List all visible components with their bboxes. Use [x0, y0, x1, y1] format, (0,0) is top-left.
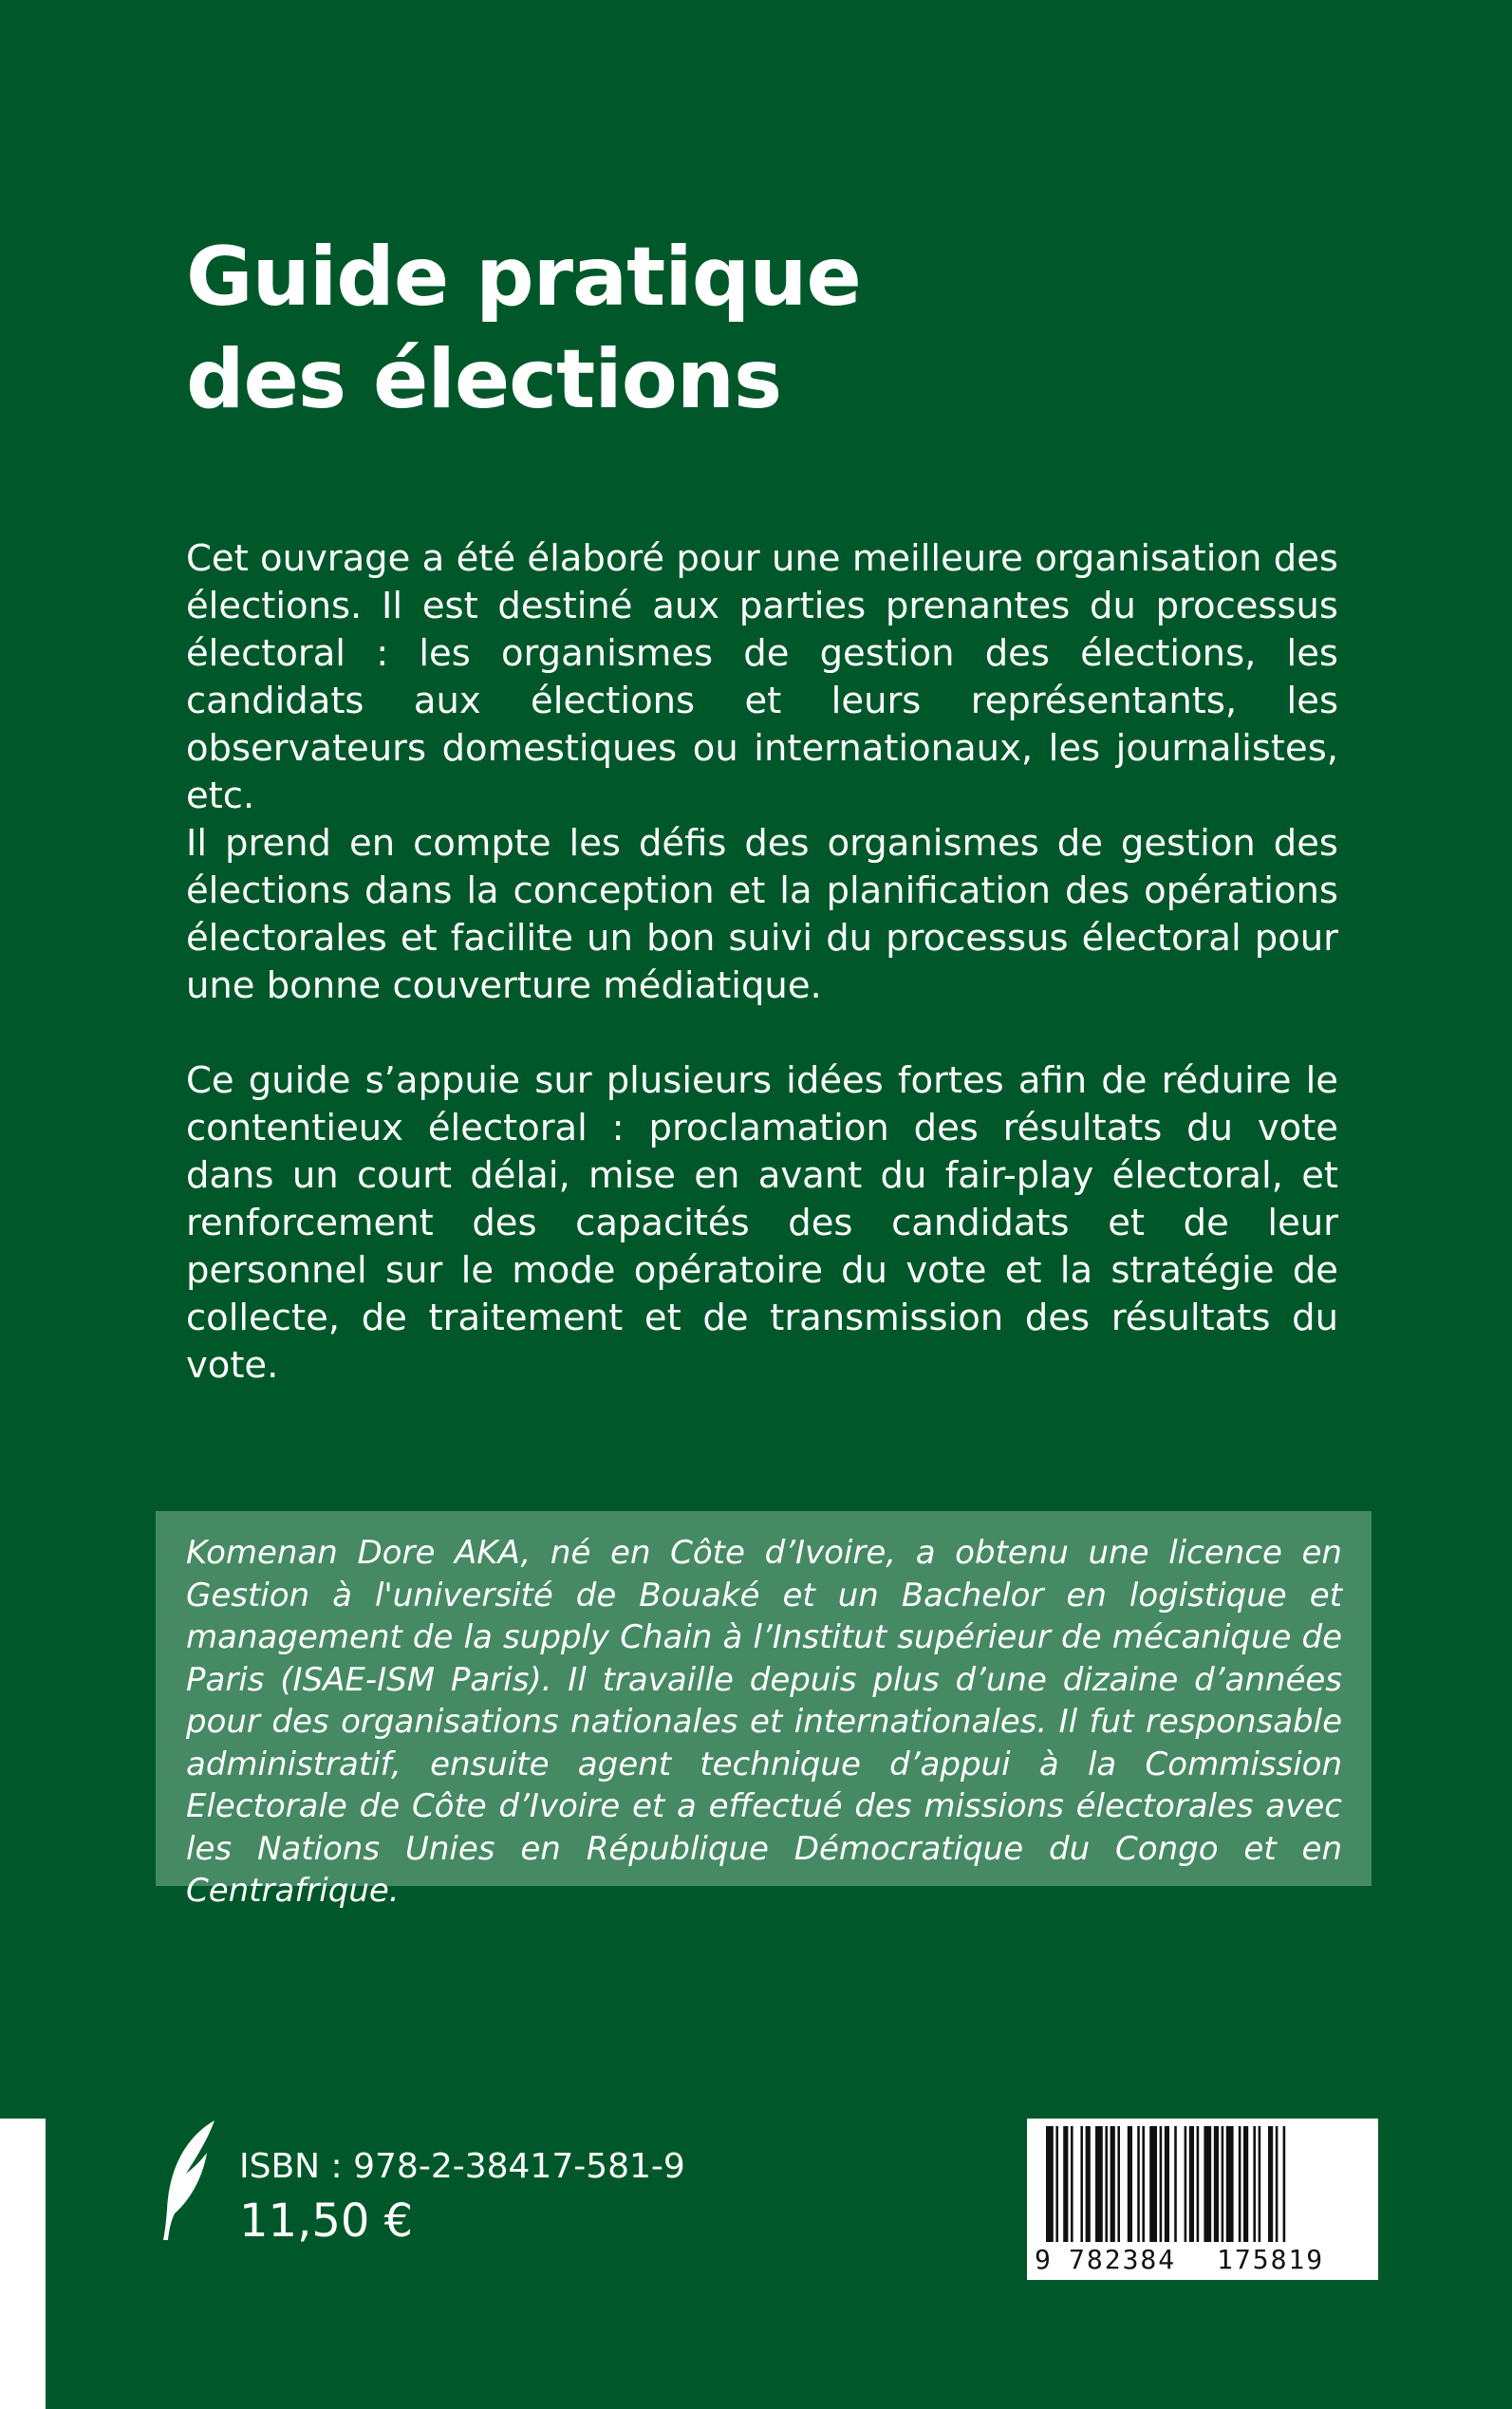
- description-paragraph-3: Ce guide s’appuie sur plusieurs idées fortes afin de réduire le contentieux électoral : proclamation des résultats du vote dans un court délai, mise en avant du fair-play électoral, et renforcement des capacités des candidats et de leur personnel sur le mode opératoire du vote et la stratégie de collecte, de traitement et de transmission des résultats du vote.: [186, 1058, 1338, 1387]
- barcode-bar: [1226, 2126, 1234, 2242]
- barcode-bar: [1105, 2126, 1108, 2242]
- barcode-bar: [1095, 2126, 1103, 2242]
- barcode-bar: [1253, 2126, 1256, 2242]
- barcode-bar: [1204, 2126, 1211, 2242]
- author-bio-box: [156, 1511, 1372, 1910]
- barcode-digits-left: 782384: [1069, 2244, 1177, 2275]
- barcode-bar: [1137, 2126, 1140, 2242]
- barcode-bar: [1243, 2126, 1248, 2242]
- description-paragraph-1: Cet ouvrage a été élaboré pour une meilleure organisation des élections. Il est destiné aux parties prenantes du processus électoral : les organismes de gestion des élections, les candidats aux élections et leurs représentants, les observateurs domestiques ou internationaux, les journalistes, etc.: [186, 536, 1338, 817]
- barcode-bar: [1142, 2126, 1145, 2242]
- isbn: ISBN : 978-2-38417-581-9: [239, 2147, 685, 2186]
- barcode-bar: [1189, 2126, 1194, 2242]
- author-bio: Komenan Dore AKA, né en Côte d’Ivoire, a obtenu une licence en Gestion à l'université de Bouaké et un Bachelor en logistique et management de la supply Chain à l’Institut supérieur de mécanique de Paris (ISAE-ISM Paris). Il travaille depuis plus d’une dizaine d’années pour des organisations nationales et internationales. Il fut responsable administratif, ensuite agent technique d’appui à la Commission Electorale de Côte d’Ivoire et a effectué des missions électorales avec les Nations Unies en République Démocratique du Congo et en Centrafrique.: [186, 1534, 1342, 1910]
- barcode-bar: [1080, 2126, 1083, 2242]
- barcode: [1027, 2119, 1378, 2280]
- barcode-bar: [1259, 2126, 1261, 2242]
- barcode-digits: [1027, 2244, 1378, 2276]
- barcode-bar: [1071, 2126, 1073, 2242]
- barcode-bar: [1185, 2126, 1187, 2242]
- title-line-2: des élections: [186, 331, 782, 427]
- title-line-1: Guide pratique: [186, 229, 861, 325]
- barcode-bar: [1197, 2126, 1200, 2242]
- barcode-bar: [1268, 2126, 1273, 2242]
- barcode-digit-first: 9: [1035, 2244, 1051, 2275]
- barcode-bar: [1174, 2126, 1177, 2242]
- barcode-bar: [1165, 2126, 1169, 2242]
- barcode-bar: [1160, 2126, 1163, 2242]
- barcode-bar: [1046, 2126, 1054, 2242]
- barcode-bar: [1276, 2126, 1279, 2242]
- barcode-bar: [1283, 2126, 1286, 2242]
- barcode-bar: [1063, 2126, 1068, 2242]
- barcode-bar: [1117, 2126, 1120, 2242]
- book-title: [186, 226, 1230, 431]
- barcode-bar: [1239, 2126, 1241, 2242]
- barcode-bar: [1111, 2126, 1115, 2242]
- barcode-bar: [1128, 2126, 1132, 2242]
- description-paragraph-2: Il prend en compte les défis des organismes de gestion des élections dans la conception et la planification des opérations électorales et facilite un bon suivi du processus électoral pour une bonne couverture médiatique.: [186, 821, 1338, 1007]
- barcode-bar: [1149, 2126, 1157, 2242]
- barcode-bar: [1055, 2126, 1058, 2242]
- barcode-digits-right: 175819: [1217, 2244, 1325, 2275]
- barcode-bar: [1086, 2126, 1091, 2242]
- quill-icon: [159, 2119, 218, 2242]
- price: 11,50 €: [239, 2194, 414, 2248]
- barcode-bar: [1214, 2126, 1219, 2242]
- barcode-bar: [1222, 2126, 1224, 2242]
- white-strip: [0, 2119, 46, 2409]
- barcode-bars: [1046, 2126, 1359, 2242]
